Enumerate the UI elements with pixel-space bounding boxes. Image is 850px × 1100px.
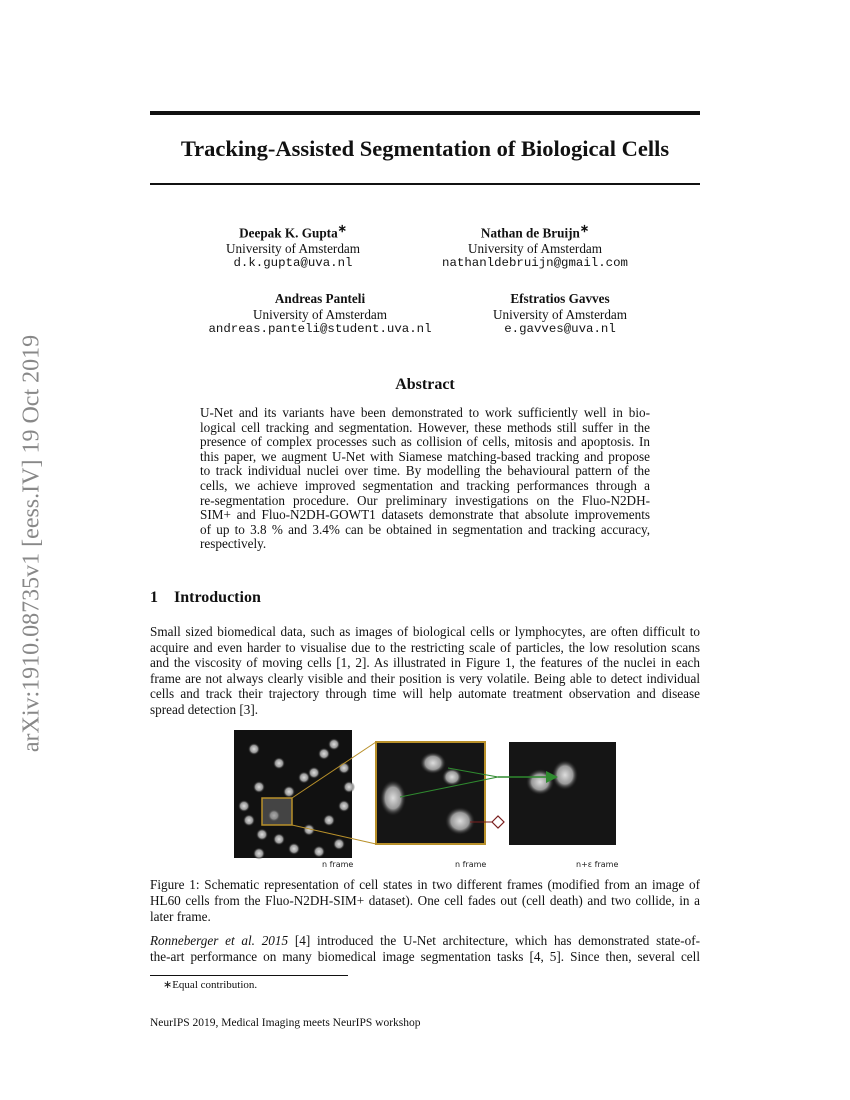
- cell: [256, 829, 268, 841]
- paper-title: Tracking-Assisted Segmentation of Biological Cells: [180, 136, 670, 161]
- cell: [338, 800, 350, 812]
- cell: [318, 748, 330, 760]
- cell: [273, 757, 285, 769]
- cell: [238, 800, 250, 812]
- text-line: cells, we achieve improved segmentation and tracking performances through a: [200, 478, 650, 493]
- author-email: e.gavves@uva.nl: [504, 322, 616, 336]
- text-line: SIM+ and Fluo-N2DH-GOWT1 datasets demonstrate that absolute improvements: [200, 507, 650, 523]
- author-email: andreas.panteli@student.uva.nl: [208, 322, 432, 336]
- author-affiliation: University of Amsterdam: [252, 306, 388, 322]
- text-line: acquire and even harder to visualise due to the restricting scale of particles, the low resolution scans: [150, 639, 700, 655]
- text-line: presence of complex processes such as collision of cells, mitosis and apoptosis. In: [200, 434, 650, 450]
- author-name: Efstratios Gavves: [510, 291, 610, 306]
- text-line: logical cell tracking and segmentation. However, these methods still suffer in the: [200, 419, 650, 435]
- text-line: to track individual nuclei over time. By modelling the behavioural pattern of the: [200, 463, 650, 479]
- text-line: this paper, we augment U-Net with Siamese matching-based tracking and propose: [200, 448, 650, 464]
- author-email: d.k.gupta@uva.nl: [233, 256, 353, 271]
- frame-n-eps-image: [509, 742, 616, 845]
- text-line: later frame.: [150, 909, 211, 924]
- text-line: re-segmentation procedure. Our preliminary investigations on the Fluo-N2DH-: [200, 492, 650, 508]
- author-affiliation: University of Amsterdam: [467, 240, 603, 256]
- cell: [328, 738, 340, 750]
- abstract-heading: Abstract: [395, 376, 455, 393]
- author-block: Nathan de Bruijn∗ University of Amsterdam nathanldebruijn@gmail.com: [405, 222, 665, 272]
- cell: [323, 814, 335, 826]
- footer: NeurIPS 2019, Medical Imaging meets NeurIPS workshop: [150, 1017, 421, 1029]
- cell: [333, 838, 345, 850]
- author-affiliation: University of Amsterdam: [225, 240, 361, 256]
- cell: [248, 743, 260, 755]
- text-line: cells and track their trajectory through time will help automate treatment observation and disease: [150, 686, 700, 702]
- cell: [283, 786, 295, 798]
- text-line: and the viscosity of moving cells [1, 2]. As illustrated in Figure 1, the features of the nuclei in each: [150, 655, 700, 671]
- text-line: U-Net and its variants have been demonstrated to work sufficiently well in bio-: [200, 405, 650, 420]
- cell: [253, 781, 265, 793]
- text-line: Ronneberger et al. 2015 [4] introduced the U-Net architecture, which has demonstrated state-of-: [150, 933, 701, 948]
- text-line: Small sized biomedical data, such as images of biological cells or lymphocytes, are often difficult to: [150, 624, 700, 639]
- cell: [343, 781, 355, 793]
- author-name: Andreas Panteli: [274, 291, 366, 306]
- figure-label: n frame: [322, 860, 354, 869]
- cell: [288, 843, 300, 855]
- cell: [253, 848, 265, 860]
- figure-label: n+ε frame: [576, 860, 619, 869]
- author-block: [190, 291, 450, 338]
- section-heading: 1 Introduction: [150, 589, 261, 606]
- text-line: of up to 3.8 % and 3.4% can be obtained in segmentation and tracking accuracy,: [200, 521, 650, 537]
- cell-death-marker: [492, 816, 504, 828]
- text-line: Figure 1: Schematic representation of cell states in two different frames (modified from an image of: [150, 877, 700, 892]
- author-block: [430, 291, 690, 338]
- footnote-rule: [150, 975, 348, 976]
- text-line: spread detection [3].: [150, 702, 259, 717]
- author-block: Deepak K. Gupta∗ University of Amsterdam d.k.gupta@uva.nl: [163, 222, 423, 272]
- title-rule: [150, 183, 700, 185]
- figure-1: [230, 725, 630, 865]
- author-name: Nathan de Bruijn: [480, 225, 580, 241]
- author-affiliation: University of Amsterdam: [492, 306, 628, 322]
- text-line: HL60 cells from the Fluo-N2DH-SIM+ dataset). One cell fades out (cell death) and two collide, in a: [150, 893, 700, 908]
- top-rule: [150, 111, 700, 115]
- cell: [308, 767, 320, 779]
- footnote: ∗Equal contribution.: [163, 979, 258, 991]
- cell: [313, 846, 325, 858]
- text-line: frame are not always clearly visible and their position is very volatile. Being able to detect individual: [150, 670, 700, 686]
- figure-label: n frame: [455, 860, 487, 869]
- cell: [273, 833, 285, 845]
- text-line: the-art performance on many biomedical image segmentation tasks [4, 5]. Since then, several cell: [150, 949, 700, 964]
- zoom-box: [262, 798, 292, 825]
- author-name: Deepak K. Gupta: [239, 225, 338, 241]
- arxiv-side-label: arXiv:1910.08735v1 [eess.IV] 19 Oct 2019: [18, 334, 45, 753]
- text-line: respectively.: [200, 536, 267, 552]
- author-email: nathanldebruijn@gmail.com: [442, 256, 628, 271]
- cell: [243, 814, 255, 826]
